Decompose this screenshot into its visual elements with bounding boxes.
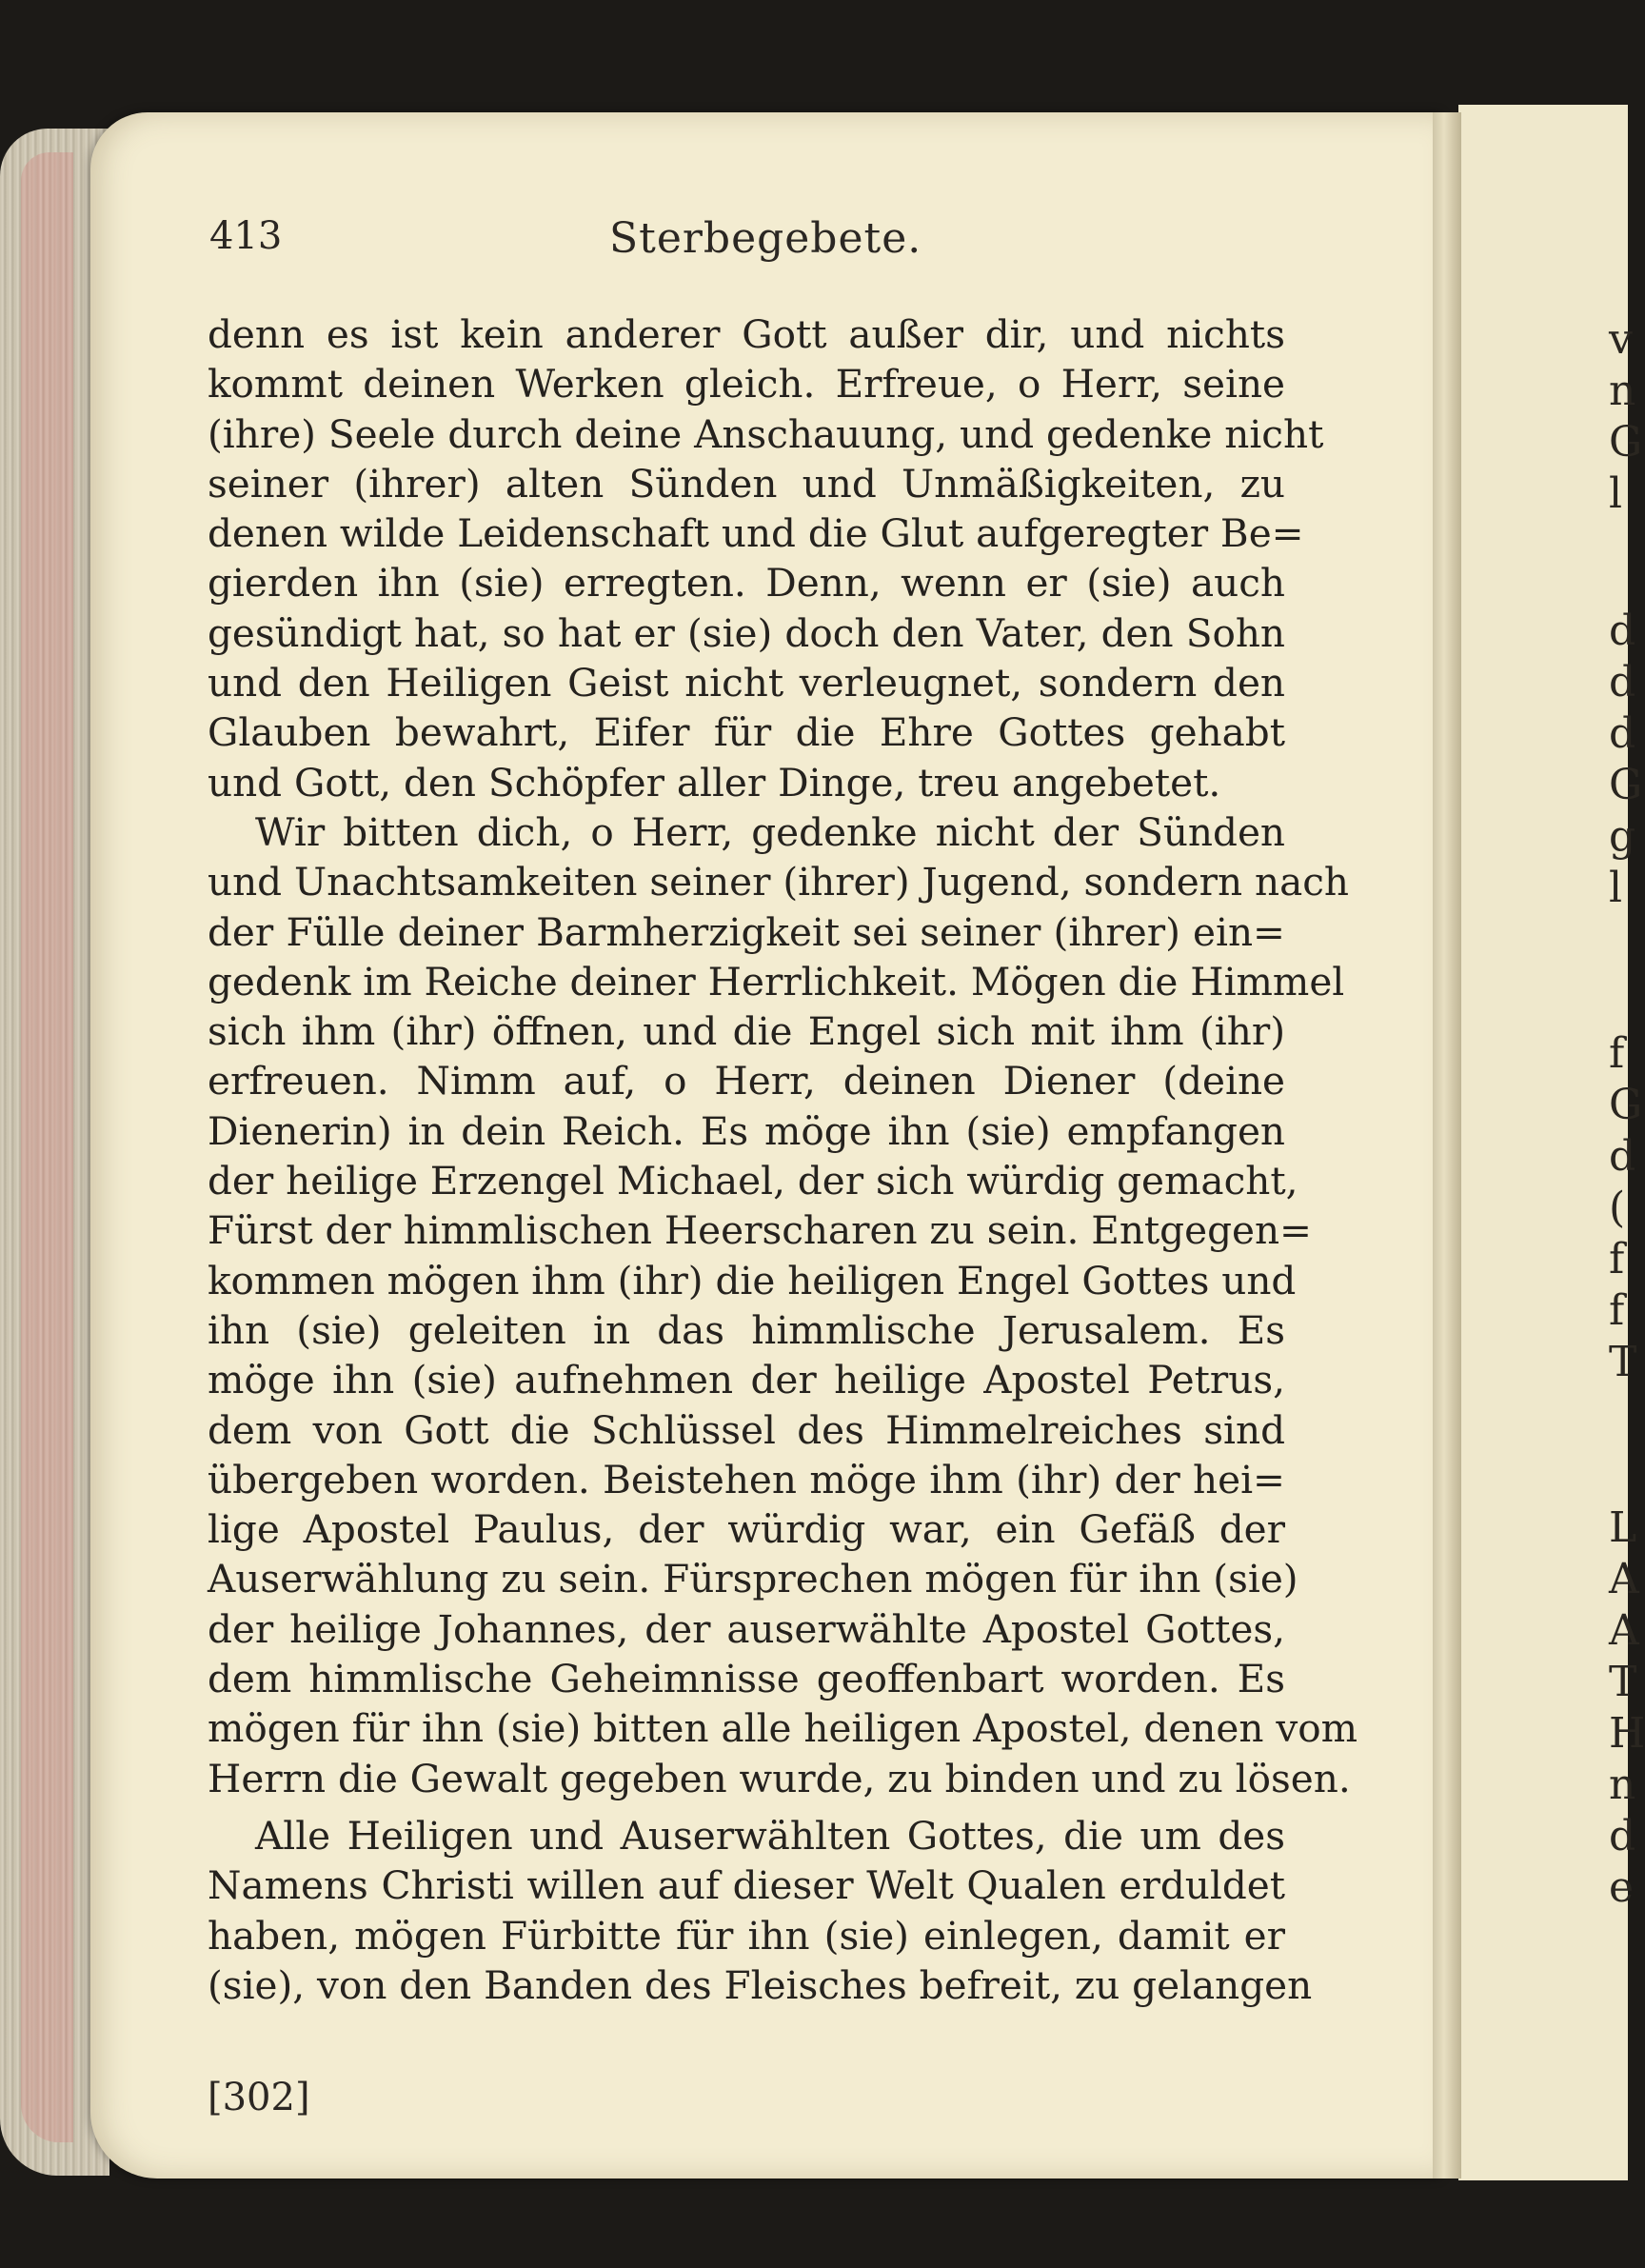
text-line: möge ihn (sie) aufnehmen der heilige Apostel Petrus, <box>208 1357 1285 1403</box>
text-line: denen wilde Leidenschaft und die Glut aufgeregter Be= <box>208 510 1304 557</box>
text-line: Dienerin) in dein Reich. Es möge ihn (sie) empfangen <box>208 1107 1285 1154</box>
running-title: Sterbegebete. <box>609 214 922 263</box>
text-line: Namens Christi willen auf dieser Welt Qualen erduldet <box>208 1862 1285 1909</box>
facing-letter: l <box>1609 864 1623 912</box>
text-line: Herrn die Gewalt gegeben wurde, zu binden und zu lösen. <box>208 1755 1351 1801</box>
spacer <box>1609 1388 1637 1502</box>
facing-letter: A <box>1609 1606 1639 1655</box>
body-text <box>208 309 1358 2010</box>
facing-letter: f <box>1609 1029 1625 1078</box>
page-header <box>209 214 1285 281</box>
facing-letter: e <box>1609 1863 1635 1912</box>
text-line: der heilige Johannes, der auserwählte Apostel Gottes, <box>208 1605 1285 1652</box>
facing-letter: f <box>1609 1286 1625 1335</box>
text-line: und Unachtsamkeiten seiner (ihrer) Jugend, sondern nach <box>208 859 1349 905</box>
facing-letter: d <box>1609 709 1636 758</box>
red-page-edge-stain <box>21 152 73 2142</box>
book-gutter <box>1433 112 1461 2178</box>
facing-page-letters <box>1609 314 1645 1914</box>
text-line: denn es ist kein anderer Gott außer dir, und nichts <box>208 311 1285 357</box>
facing-letter: H <box>1609 1709 1645 1758</box>
facing-letter: d <box>1609 1132 1636 1181</box>
facing-letter: d <box>1609 658 1636 706</box>
text-line: der heilige Erzengel Michael, der sich würdig gemacht, <box>208 1158 1298 1204</box>
text-line: gierden ihn (sie) erregten. Denn, wenn er (sie) auch <box>208 560 1285 607</box>
paragraph-gap <box>208 1803 1285 1811</box>
spacer <box>1609 520 1637 606</box>
text-line: Fürst der himmlischen Heerscharen zu sein. Entgegen= <box>208 1207 1312 1254</box>
page-number: 413 <box>209 214 283 258</box>
facing-letter: v <box>1609 315 1633 364</box>
facing-letter: G <box>1609 1081 1643 1129</box>
facing-letter: G <box>1609 418 1643 467</box>
text-line: sich ihm (ihr) öffnen, und die Engel sich mit ihm (ihr) <box>208 1008 1285 1055</box>
text-line: und Gott, den Schöpfer aller Dinge, treu angebetet. <box>208 759 1221 806</box>
facing-page <box>1458 105 1628 2180</box>
facing-letter: T <box>1609 1658 1637 1706</box>
text-line: lige Apostel Paulus, der würdig war, ein Gefäß der <box>208 1506 1285 1553</box>
text-line: Wir bitten dich, o Herr, gedenke nicht der Sünden <box>255 808 1285 855</box>
text-line: (sie), von den Banden des Fleisches befreit, zu gelangen <box>208 1961 1313 2008</box>
text-line: dem himmlische Geheimnisse geoffenbart worden. Es <box>208 1656 1285 1702</box>
text-line: gesündigt hat, so hat er (sie) doch den Vater, den Sohn <box>208 609 1285 656</box>
text-line: kommt deinen Werken gleich. Erfreue, o Herr, seine <box>208 361 1285 408</box>
facing-letter: ( <box>1609 1184 1626 1232</box>
text-line: Glauben bewahrt, Eifer für die Ehre Gottes gehabt <box>208 709 1285 756</box>
text-line: haben, mögen Fürbitte für ihn (sie) einlegen, damit er <box>208 1912 1285 1959</box>
text-line: übergeben worden. Beistehen möge ihm (ihr) der hei= <box>208 1456 1285 1502</box>
facing-letter: L <box>1609 1503 1637 1552</box>
facing-letter: f <box>1609 1235 1625 1283</box>
facing-letter: g <box>1609 812 1636 861</box>
text-line: seiner (ihrer) alten Sünden und Unmäßigkeiten, zu <box>208 460 1285 507</box>
text-line: und den Heiligen Geist nicht verleugnet, sondern den <box>208 660 1285 706</box>
text-line: Auserwählung zu sein. Fürsprechen mögen für ihn (sie) <box>208 1556 1298 1602</box>
text-line: gedenk im Reiche deiner Herrlichkeit. Mögen die Himmel <box>208 958 1345 1005</box>
facing-letter: G <box>1609 761 1643 809</box>
text-line: dem von Gott die Schlüssel des Himmelreiches sind <box>208 1406 1285 1453</box>
text-line: ihn (sie) geleiten in das himmlische Jerusalem. Es <box>208 1306 1285 1353</box>
facing-letter: n <box>1609 367 1636 415</box>
spacer <box>1609 914 1637 1028</box>
facing-letter: d <box>1609 1812 1636 1860</box>
text-line: Alle Heiligen und Auserwählten Gottes, die um des <box>255 1812 1285 1859</box>
text-line: erfreuen. Nimm auf, o Herr, deinen Diener (deine <box>208 1058 1285 1104</box>
text-line: (ihre) Seele durch deine Anschauung, und gedenke nicht <box>208 410 1324 457</box>
facing-letter: n <box>1609 1761 1636 1809</box>
facing-letter: A <box>1609 1555 1639 1603</box>
text-line: der Fülle deiner Barmherzigkeit sei seiner (ihrer) ein= <box>208 908 1285 955</box>
facing-letter: T <box>1609 1338 1637 1386</box>
text-line: mögen für ihn (sie) bitten alle heiligen Apostel, denen vom <box>208 1705 1358 1752</box>
facing-letter: d <box>1609 607 1636 655</box>
signature-mark: [302] <box>208 2076 310 2119</box>
facing-letter: l <box>1609 469 1623 518</box>
text-line: kommen mögen ihm (ihr) die heiligen Engel Gottes und <box>208 1257 1297 1303</box>
